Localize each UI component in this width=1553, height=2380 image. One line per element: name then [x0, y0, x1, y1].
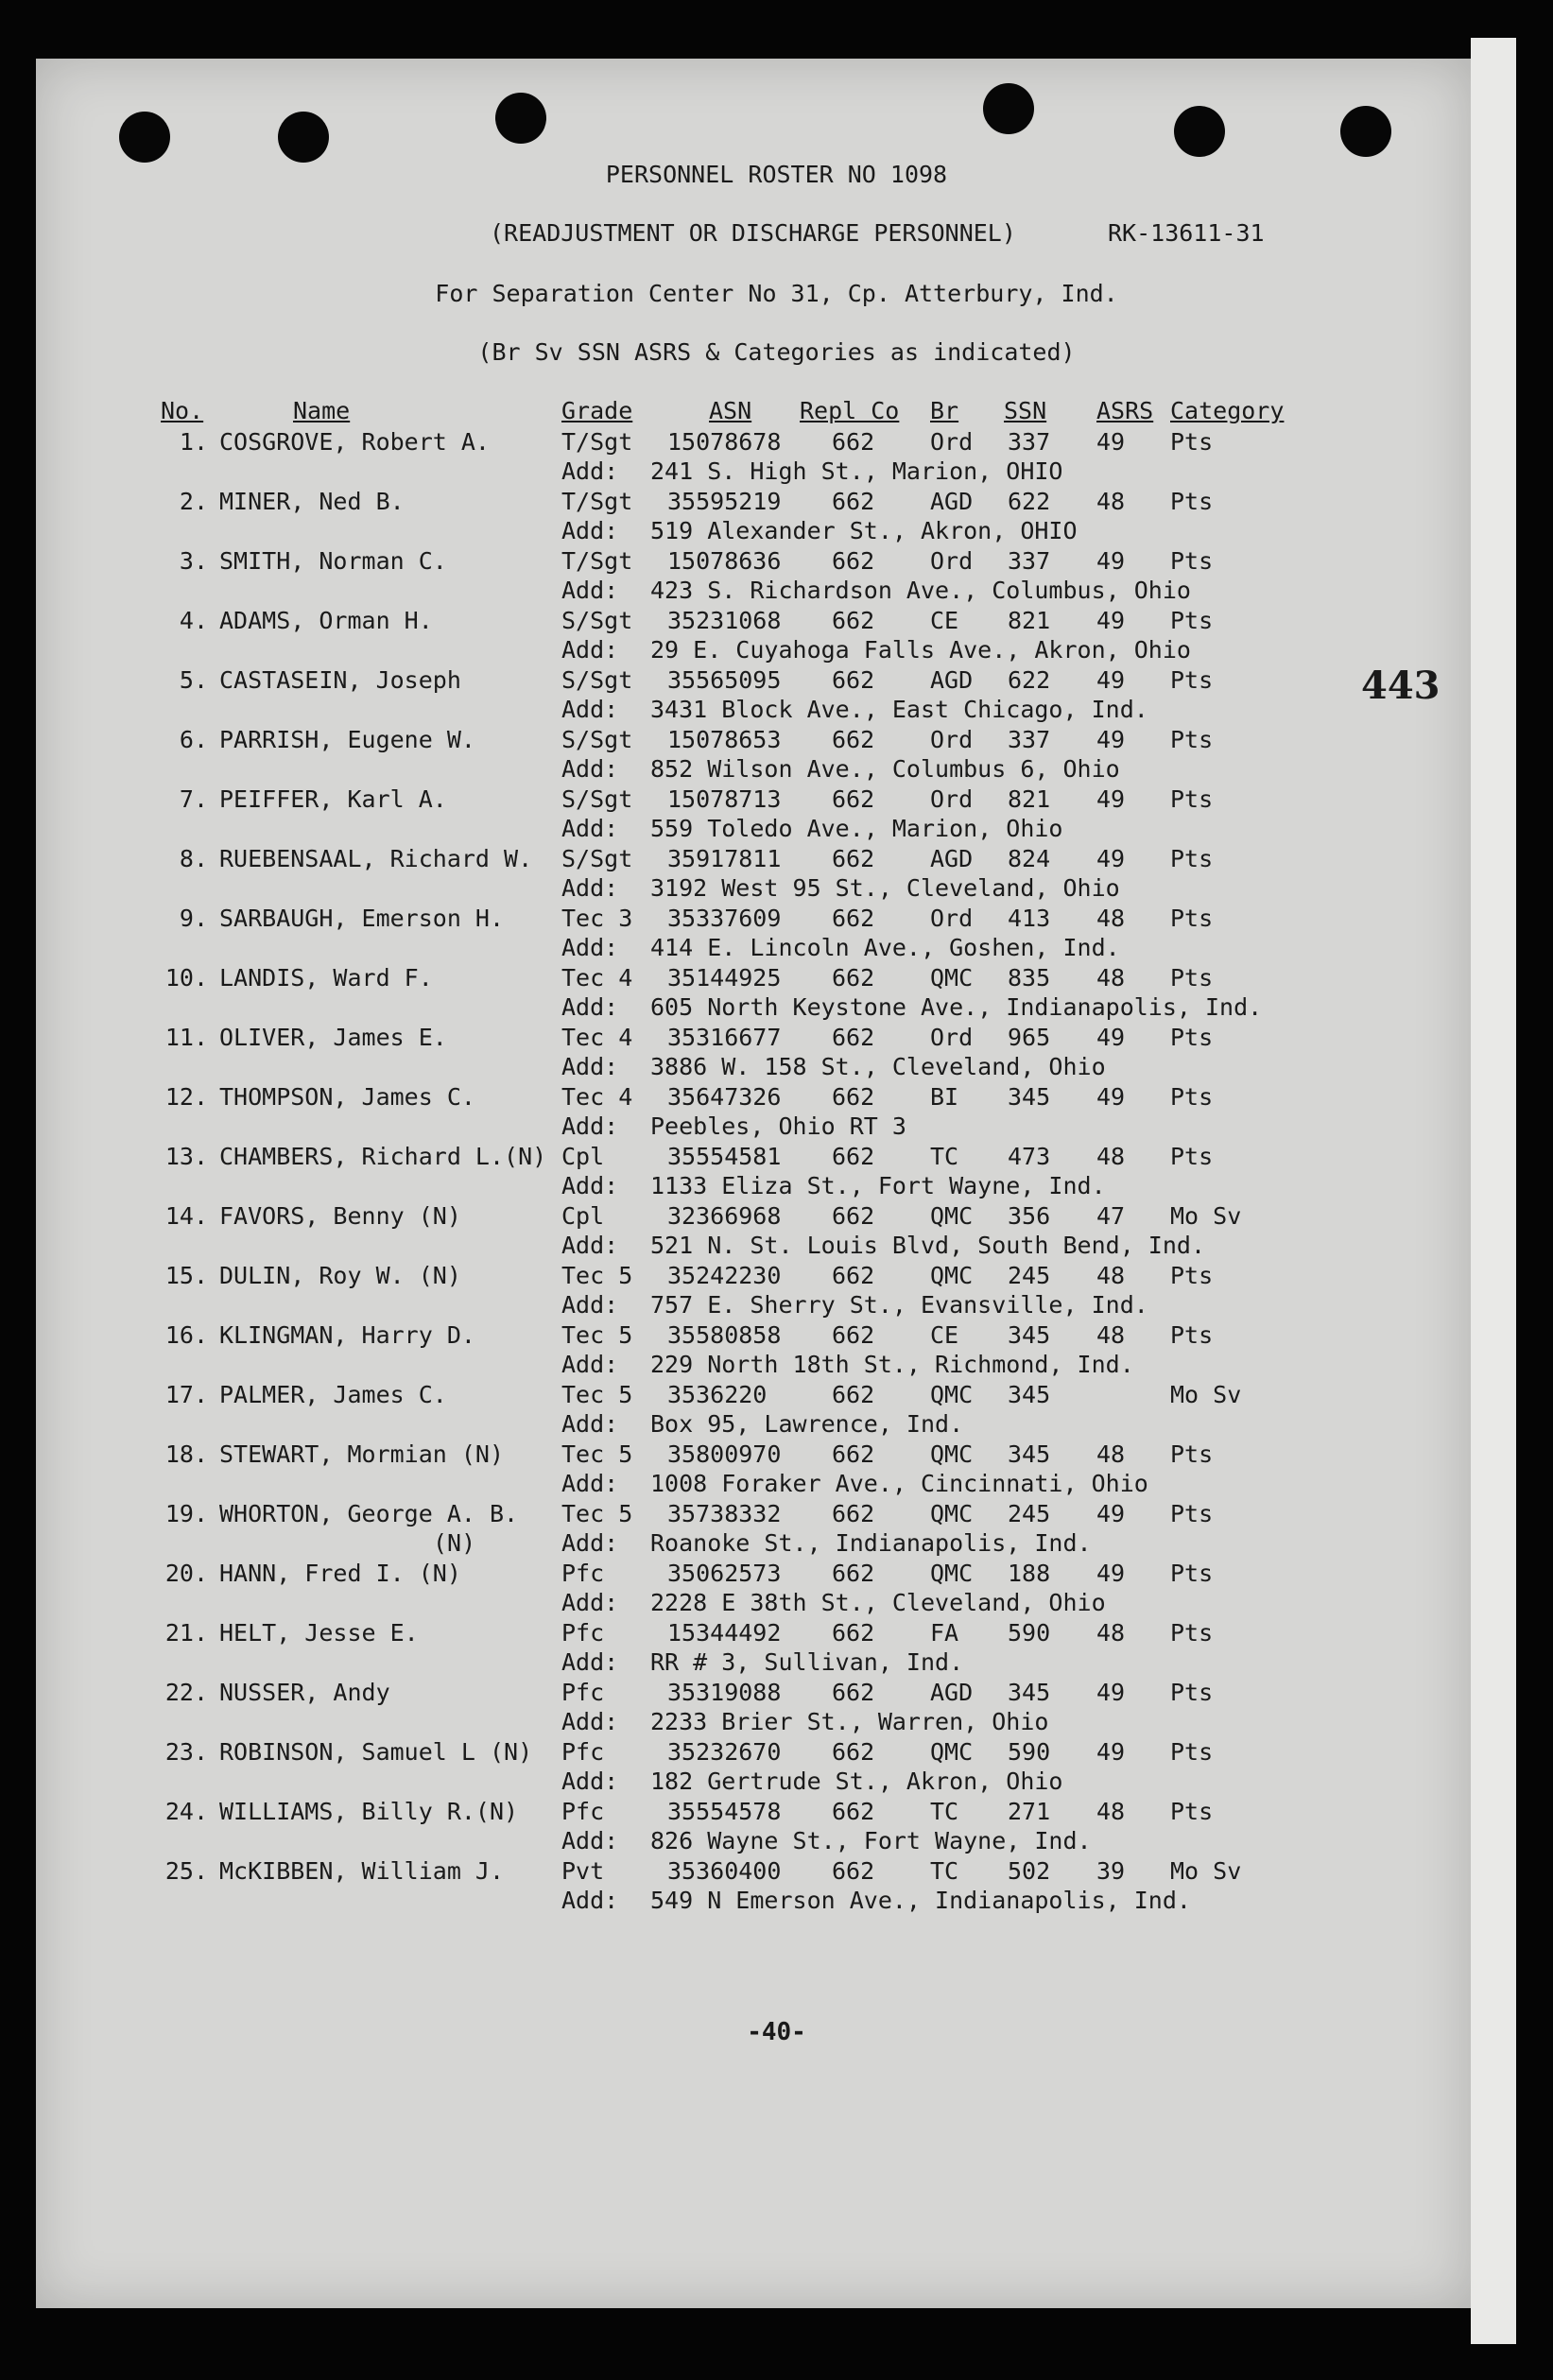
row-asn: 15344492: [667, 1619, 782, 1647]
row-number: 4.: [179, 607, 208, 634]
col-header-category: Category: [1170, 397, 1285, 424]
row-asn: 35319088: [667, 1679, 782, 1706]
row-address-label: Add:: [561, 1768, 619, 1795]
row-branch: TC: [930, 1143, 959, 1170]
row-number: 12.: [164, 1083, 208, 1111]
row-category: Pts: [1170, 1262, 1214, 1289]
row-repl-co: 662: [832, 1857, 875, 1885]
row-asrs: 49: [1096, 726, 1126, 753]
row-ssn: 473: [1008, 1143, 1051, 1170]
row-asrs: 48: [1096, 905, 1126, 932]
row-grade: T/Sgt: [561, 547, 633, 575]
row-address-label: Add:: [561, 755, 619, 783]
separation-center-line: For Separation Center No 31, Cp. Atterbury, Ind.: [435, 280, 1118, 307]
row-number: 5.: [179, 666, 208, 694]
row-grade: Cpl: [561, 1143, 605, 1170]
row-address: 2233 Brier St., Warren, Ohio: [650, 1708, 1049, 1735]
row-repl-co: 662: [832, 1619, 875, 1647]
row-address: 559 Toledo Ave., Marion, Ohio: [650, 815, 1063, 842]
row-asn: 32366968: [667, 1202, 782, 1230]
row-ssn: 245: [1008, 1262, 1051, 1289]
row-number: 17.: [164, 1381, 208, 1408]
row-number: 8.: [179, 845, 208, 872]
col-header-br: Br: [930, 397, 959, 424]
row-address-label: Add:: [561, 1291, 619, 1319]
row-category: Pts: [1170, 547, 1214, 575]
row-repl-co: 662: [832, 1262, 875, 1289]
row-repl-co: 662: [832, 1143, 875, 1170]
row-asn: 35062573: [667, 1560, 782, 1587]
row-ssn: 271: [1008, 1798, 1051, 1825]
row-grade: Tec 5: [561, 1262, 633, 1289]
row-address-label: Add:: [561, 1232, 619, 1259]
row-grade: Pfc: [561, 1560, 605, 1587]
punch-hole: [983, 83, 1034, 134]
row-name: RUEBENSAAL, Richard W.: [219, 845, 533, 872]
row-grade: T/Sgt: [561, 428, 633, 456]
row-number: 22.: [164, 1679, 208, 1706]
row-branch: Ord: [930, 905, 974, 932]
row-ssn: 337: [1008, 547, 1051, 575]
row-category: Pts: [1170, 488, 1214, 515]
row-address-label: Add:: [561, 1172, 619, 1199]
row-name: SMITH, Norman C.: [219, 547, 447, 575]
row-number: 10.: [164, 964, 208, 992]
row-grade: S/Sgt: [561, 666, 633, 694]
row-branch: QMC: [930, 1381, 974, 1408]
row-address: 1008 Foraker Ave., Cincinnati, Ohio: [650, 1470, 1148, 1497]
reference-number: RK-13611-31: [1108, 219, 1265, 247]
row-number: 24.: [164, 1798, 208, 1825]
row-repl-co: 662: [832, 488, 875, 515]
punch-hole: [278, 112, 329, 163]
row-ssn: 622: [1008, 666, 1051, 694]
punch-hole: [1174, 106, 1225, 157]
row-grade: Tec 3: [561, 905, 633, 932]
row-address: Peebles, Ohio RT 3: [650, 1112, 906, 1140]
row-grade: Tec 5: [561, 1321, 633, 1349]
row-asn: 35800970: [667, 1440, 782, 1468]
col-header-grade: Grade: [561, 397, 633, 424]
row-name: McKIBBEN, William J.: [219, 1857, 505, 1885]
row-asn: 35242230: [667, 1262, 782, 1289]
row-name: FAVORS, Benny (N): [219, 1202, 461, 1230]
row-grade: Pfc: [561, 1798, 605, 1825]
row-repl-co: 662: [832, 1381, 875, 1408]
row-branch: AGD: [930, 1679, 974, 1706]
row-ssn: 590: [1008, 1738, 1051, 1766]
row-address: 3886 W. 158 St., Cleveland, Ohio: [650, 1053, 1106, 1080]
row-asrs: 49: [1096, 1738, 1126, 1766]
row-branch: Ord: [930, 428, 974, 456]
row-category: Pts: [1170, 607, 1214, 634]
row-category: Pts: [1170, 1679, 1214, 1706]
row-asn: 35316677: [667, 1024, 782, 1051]
page-number: -40-: [747, 2018, 806, 2046]
row-grade: Cpl: [561, 1202, 605, 1230]
punch-hole: [119, 112, 170, 163]
row-address-label: Add:: [561, 1053, 619, 1080]
row-number: 20.: [164, 1560, 208, 1587]
row-address-label: Add:: [561, 1529, 619, 1557]
row-asrs: 49: [1096, 1679, 1126, 1706]
row-address: 521 N. St. Louis Blvd, South Bend, Ind.: [650, 1232, 1205, 1259]
row-asrs: 49: [1096, 1500, 1126, 1527]
row-asrs: 48: [1096, 1262, 1126, 1289]
row-number: 21.: [164, 1619, 208, 1647]
row-address-label: Add:: [561, 636, 619, 664]
row-repl-co: 662: [832, 1083, 875, 1111]
row-number: 7.: [179, 785, 208, 813]
row-ssn: 345: [1008, 1440, 1051, 1468]
punch-hole: [495, 93, 546, 144]
row-repl-co: 662: [832, 1202, 875, 1230]
row-asn: 15078653: [667, 726, 782, 753]
row-branch: QMC: [930, 964, 974, 992]
row-asrs: 49: [1096, 547, 1126, 575]
row-name: CHAMBERS, Richard L.(N): [219, 1143, 547, 1170]
row-asrs: 48: [1096, 1440, 1126, 1468]
row-category: Pts: [1170, 1798, 1214, 1825]
row-asn: 35738332: [667, 1500, 782, 1527]
row-branch: CE: [930, 607, 959, 634]
row-name: STEWART, Mormian (N): [219, 1440, 505, 1468]
row-category: Pts: [1170, 1560, 1214, 1587]
row-number: 14.: [164, 1202, 208, 1230]
margin-document-number: 443: [1361, 664, 1441, 708]
row-asn: 35360400: [667, 1857, 782, 1885]
row-grade: Tec 5: [561, 1440, 633, 1468]
row-ssn: 821: [1008, 607, 1051, 634]
row-name: CASTASEIN, Joseph: [219, 666, 461, 694]
col-header-name: Name: [293, 397, 351, 424]
row-asrs: 49: [1096, 785, 1126, 813]
row-address-label: Add:: [561, 1351, 619, 1378]
row-branch: Ord: [930, 1024, 974, 1051]
row-branch: Ord: [930, 547, 974, 575]
row-ssn: 502: [1008, 1857, 1051, 1885]
row-grade: S/Sgt: [561, 845, 633, 872]
row-ssn: 835: [1008, 964, 1051, 992]
row-repl-co: 662: [832, 964, 875, 992]
row-asrs: 49: [1096, 845, 1126, 872]
row-branch: QMC: [930, 1202, 974, 1230]
row-address: 3192 West 95 St., Cleveland, Ohio: [650, 874, 1120, 902]
row-name: OLIVER, James E.: [219, 1024, 447, 1051]
row-name: ROBINSON, Samuel L (N): [219, 1738, 533, 1766]
row-grade: Tec 5: [561, 1500, 633, 1527]
row-address-label: Add:: [561, 1112, 619, 1140]
row-name: KLINGMAN, Harry D.: [219, 1321, 475, 1349]
row-ssn: 590: [1008, 1619, 1051, 1647]
row-address: RR # 3, Sullivan, Ind.: [650, 1648, 964, 1676]
row-grade: S/Sgt: [561, 607, 633, 634]
row-grade: T/Sgt: [561, 488, 633, 515]
row-branch: QMC: [930, 1262, 974, 1289]
row-asn: 35337609: [667, 905, 782, 932]
row-number: 23.: [164, 1738, 208, 1766]
row-category: Pts: [1170, 1321, 1214, 1349]
row-address-label: Add:: [561, 815, 619, 842]
row-address-label: Add:: [561, 874, 619, 902]
row-category: Pts: [1170, 845, 1214, 872]
punch-hole: [1340, 106, 1391, 157]
row-name-continuation: (N): [433, 1529, 476, 1557]
row-name: DULIN, Roy W. (N): [219, 1262, 461, 1289]
row-address-label: Add:: [561, 1648, 619, 1676]
row-name: WHORTON, George A. B.: [219, 1500, 519, 1527]
row-number: 3.: [179, 547, 208, 575]
row-branch: QMC: [930, 1440, 974, 1468]
row-address: 549 N Emerson Ave., Indianapolis, Ind.: [650, 1887, 1191, 1914]
col-header-repl-co: Repl Co: [800, 397, 900, 424]
row-repl-co: 662: [832, 428, 875, 456]
roster-title: PERSONNEL ROSTER NO 1098: [605, 161, 948, 188]
row-address-label: Add:: [561, 517, 619, 544]
row-asn: 35917811: [667, 845, 782, 872]
row-number: 16.: [164, 1321, 208, 1349]
row-grade: Pfc: [561, 1619, 605, 1647]
row-branch: BI: [930, 1083, 959, 1111]
row-address: 605 North Keystone Ave., Indianapolis, Ind.: [650, 993, 1263, 1021]
row-address-label: Add:: [561, 934, 619, 961]
row-ssn: 337: [1008, 428, 1051, 456]
row-asn: 15078636: [667, 547, 782, 575]
row-repl-co: 662: [832, 845, 875, 872]
row-address: Roanoke St., Indianapolis, Ind.: [650, 1529, 1092, 1557]
row-address-label: Add:: [561, 1589, 619, 1616]
row-category: Pts: [1170, 1738, 1214, 1766]
row-grade: Tec 4: [561, 1024, 633, 1051]
row-repl-co: 662: [832, 1738, 875, 1766]
row-grade: Tec 4: [561, 964, 633, 992]
row-address: 519 Alexander St., Akron, OHIO: [650, 517, 1078, 544]
row-asrs: 48: [1096, 1321, 1126, 1349]
row-category: Pts: [1170, 1083, 1214, 1111]
col-header-asn: ASN: [709, 397, 752, 424]
row-ssn: 345: [1008, 1679, 1051, 1706]
row-grade: Pfc: [561, 1679, 605, 1706]
row-address: 2228 E 38th St., Cleveland, Ohio: [650, 1589, 1106, 1616]
row-number: 11.: [164, 1024, 208, 1051]
row-number: 18.: [164, 1440, 208, 1468]
row-address-label: Add:: [561, 1410, 619, 1438]
row-grade: S/Sgt: [561, 785, 633, 813]
row-asn: 35595219: [667, 488, 782, 515]
row-asn: 15078713: [667, 785, 782, 813]
row-repl-co: 662: [832, 785, 875, 813]
row-category: Pts: [1170, 785, 1214, 813]
row-address-label: Add:: [561, 577, 619, 604]
row-ssn: 345: [1008, 1083, 1051, 1111]
row-asrs: 48: [1096, 1619, 1126, 1647]
row-ssn: 345: [1008, 1381, 1051, 1408]
row-asrs: 49: [1096, 1083, 1126, 1111]
row-branch: AGD: [930, 845, 974, 872]
row-ssn: 824: [1008, 845, 1051, 872]
row-repl-co: 662: [832, 607, 875, 634]
row-address: 29 E. Cuyahoga Falls Ave., Akron, Ohio: [650, 636, 1191, 664]
row-category: Mo Sv: [1170, 1381, 1242, 1408]
row-branch: FA: [930, 1619, 959, 1647]
row-asrs: 47: [1096, 1202, 1126, 1230]
row-grade: Tec 5: [561, 1381, 633, 1408]
row-address: 423 S. Richardson Ave., Columbus, Ohio: [650, 577, 1191, 604]
row-category: Pts: [1170, 726, 1214, 753]
row-address: 826 Wayne St., Fort Wayne, Ind.: [650, 1827, 1092, 1854]
row-branch: Ord: [930, 726, 974, 753]
row-grade: Pvt: [561, 1857, 605, 1885]
row-repl-co: 662: [832, 1560, 875, 1587]
row-address: 182 Gertrude St., Akron, Ohio: [650, 1768, 1063, 1795]
row-ssn: 245: [1008, 1500, 1051, 1527]
row-name: PALMER, James C.: [219, 1381, 447, 1408]
row-name: PEIFFER, Karl A.: [219, 785, 447, 813]
row-asn: 35554581: [667, 1143, 782, 1170]
row-name: LANDIS, Ward F.: [219, 964, 433, 992]
row-asn: 35232670: [667, 1738, 782, 1766]
roster-subtitle: (READJUSTMENT OR DISCHARGE PERSONNEL): [490, 219, 1016, 247]
row-repl-co: 662: [832, 905, 875, 932]
row-repl-co: 662: [832, 1024, 875, 1051]
row-ssn: 965: [1008, 1024, 1051, 1051]
row-category: Mo Sv: [1170, 1857, 1242, 1885]
row-ssn: 188: [1008, 1560, 1051, 1587]
row-category: Pts: [1170, 1619, 1214, 1647]
row-number: 13.: [164, 1143, 208, 1170]
row-ssn: 337: [1008, 726, 1051, 753]
row-address: 757 E. Sherry St., Evansville, Ind.: [650, 1291, 1148, 1319]
row-category: Pts: [1170, 1143, 1214, 1170]
row-branch: QMC: [930, 1500, 974, 1527]
row-grade: S/Sgt: [561, 726, 633, 753]
row-grade: Tec 4: [561, 1083, 633, 1111]
row-category: Mo Sv: [1170, 1202, 1242, 1230]
row-branch: AGD: [930, 488, 974, 515]
row-asn: 3536220: [667, 1381, 768, 1408]
row-repl-co: 662: [832, 1679, 875, 1706]
row-ssn: 821: [1008, 785, 1051, 813]
row-address: 241 S. High St., Marion, OHIO: [650, 457, 1063, 485]
row-number: 19.: [164, 1500, 208, 1527]
row-number: 25.: [164, 1857, 208, 1885]
row-asrs: 49: [1096, 1024, 1126, 1051]
row-category: Pts: [1170, 666, 1214, 694]
row-repl-co: 662: [832, 547, 875, 575]
row-grade: Pfc: [561, 1738, 605, 1766]
row-address-label: Add:: [561, 1827, 619, 1854]
row-name: THOMPSON, James C.: [219, 1083, 475, 1111]
col-header-no: No.: [161, 397, 204, 424]
row-address: 852 Wilson Ave., Columbus 6, Ohio: [650, 755, 1120, 783]
row-category: Pts: [1170, 1024, 1214, 1051]
row-asrs: 48: [1096, 964, 1126, 992]
row-asrs: 49: [1096, 1560, 1126, 1587]
row-asn: 35554578: [667, 1798, 782, 1825]
row-asrs: 48: [1096, 1798, 1126, 1825]
row-branch: TC: [930, 1798, 959, 1825]
row-category: Pts: [1170, 964, 1214, 992]
row-repl-co: 662: [832, 666, 875, 694]
row-name: WILLIAMS, Billy R.(N): [219, 1798, 519, 1825]
row-branch: TC: [930, 1857, 959, 1885]
row-address-label: Add:: [561, 993, 619, 1021]
row-asn: 15078678: [667, 428, 782, 456]
categories-note: (Br Sv SSN ASRS & Categories as indicated): [477, 338, 1076, 366]
row-name: MINER, Ned B.: [219, 488, 405, 515]
row-name: NUSSER, Andy: [219, 1679, 390, 1706]
row-asrs: 48: [1096, 1143, 1126, 1170]
row-category: Pts: [1170, 1500, 1214, 1527]
row-repl-co: 662: [832, 1440, 875, 1468]
row-address: 3431 Block Ave., East Chicago, Ind.: [650, 696, 1148, 723]
row-address: 414 E. Lincoln Ave., Goshen, Ind.: [650, 934, 1120, 961]
row-asn: 35580858: [667, 1321, 782, 1349]
row-category: Pts: [1170, 1440, 1214, 1468]
row-branch: CE: [930, 1321, 959, 1349]
row-category: Pts: [1170, 905, 1214, 932]
row-ssn: 413: [1008, 905, 1051, 932]
row-name: HANN, Fred I. (N): [219, 1560, 461, 1587]
row-branch: QMC: [930, 1560, 974, 1587]
row-asrs: 39: [1096, 1857, 1126, 1885]
col-header-asrs: ASRS: [1096, 397, 1154, 424]
row-ssn: 356: [1008, 1202, 1051, 1230]
row-asrs: 48: [1096, 488, 1126, 515]
row-address: Box 95, Lawrence, Ind.: [650, 1410, 964, 1438]
row-branch: QMC: [930, 1738, 974, 1766]
col-header-ssn: SSN: [1004, 397, 1047, 424]
row-name: COSGROVE, Robert A.: [219, 428, 490, 456]
row-name: PARRISH, Eugene W.: [219, 726, 475, 753]
row-address-label: Add:: [561, 1887, 619, 1914]
row-ssn: 345: [1008, 1321, 1051, 1349]
row-number: 6.: [179, 726, 208, 753]
row-address-label: Add:: [561, 1470, 619, 1497]
row-asrs: 49: [1096, 607, 1126, 634]
row-branch: AGD: [930, 666, 974, 694]
row-number: 2.: [179, 488, 208, 515]
row-asn: 35144925: [667, 964, 782, 992]
row-category: Pts: [1170, 428, 1214, 456]
row-asrs: 49: [1096, 428, 1126, 456]
row-address: 1133 Eliza St., Fort Wayne, Ind.: [650, 1172, 1106, 1199]
page-edge: [1471, 38, 1516, 2344]
row-asn: 35565095: [667, 666, 782, 694]
row-asn: 35231068: [667, 607, 782, 634]
row-repl-co: 662: [832, 726, 875, 753]
row-repl-co: 662: [832, 1500, 875, 1527]
row-address: 229 North 18th St., Richmond, Ind.: [650, 1351, 1134, 1378]
row-address-label: Add:: [561, 457, 619, 485]
row-number: 9.: [179, 905, 208, 932]
row-name: ADAMS, Orman H.: [219, 607, 433, 634]
row-address-label: Add:: [561, 1708, 619, 1735]
row-repl-co: 662: [832, 1321, 875, 1349]
row-name: HELT, Jesse E.: [219, 1619, 419, 1647]
row-branch: Ord: [930, 785, 974, 813]
row-address-label: Add:: [561, 696, 619, 723]
row-asn: 35647326: [667, 1083, 782, 1111]
row-ssn: 622: [1008, 488, 1051, 515]
row-name: SARBAUGH, Emerson H.: [219, 905, 505, 932]
row-asrs: 49: [1096, 666, 1126, 694]
row-number: 15.: [164, 1262, 208, 1289]
row-number: 1.: [179, 428, 208, 456]
row-repl-co: 662: [832, 1798, 875, 1825]
